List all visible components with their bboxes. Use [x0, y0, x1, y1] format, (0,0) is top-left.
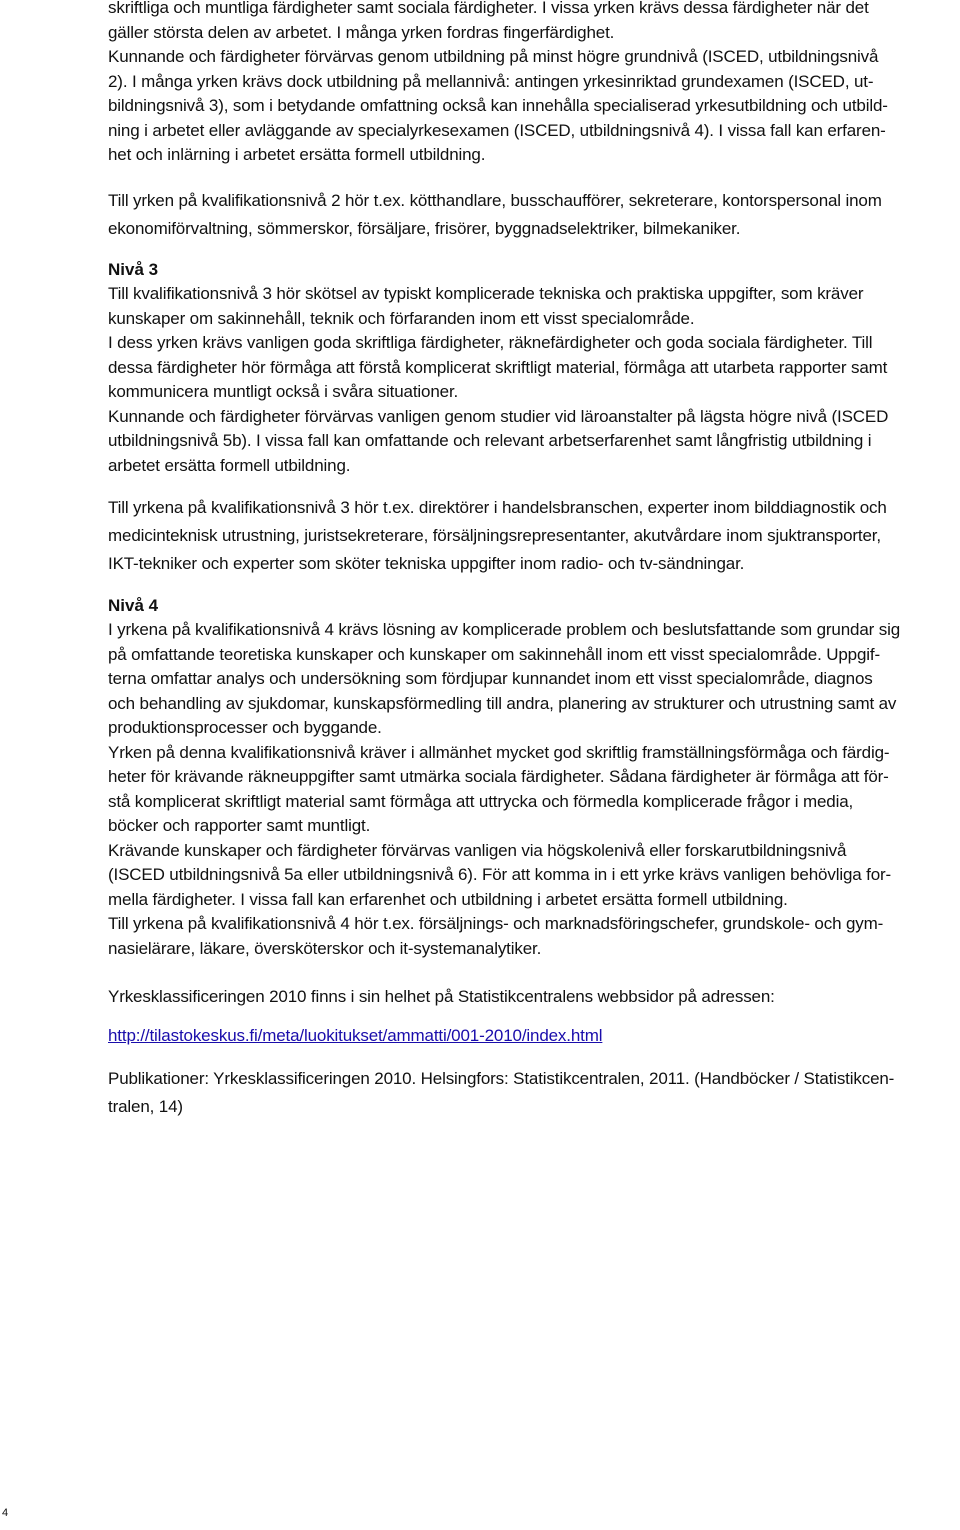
level4-line: böcker och rapporter samt muntligt.: [108, 816, 371, 835]
level2-examples: [108, 187, 958, 243]
intro-line: 2). I många yrken krävs dock utbildning på mellannivå: antingen yrkesinriktad grundexamen (ISCED, ut-: [108, 71, 874, 91]
level3-line: kommunicera muntligt också i svåra situationer.: [108, 382, 459, 401]
level4-line: produktionsprocesser och byggande.: [108, 718, 382, 737]
example-line: Till yrken på kvalifikationsnivå 2 hör t.ex. kötthandlare, busschaufförer, sekreterare, kontorspersonal inom: [108, 191, 882, 210]
level3-line: Till kvalifikationsnivå 3 hör skötsel av typiskt komplicerade tekniska och praktiska uppgifter, som kräver: [108, 284, 864, 303]
intro-line: bildningsnivå 3), som i betydande omfattning också kan innehålla specialiserad yrkesutbildning och utbild-: [108, 96, 888, 115]
level4-line: stå komplicerat skriftligt material samt förmåga att uttrycka och förmedla komplicerade frågor i media,: [108, 791, 854, 811]
page-number: 4: [2, 1507, 9, 1519]
intro-line: het och inlärning i arbetet ersätta formell utbildning.: [108, 145, 486, 164]
level3-examples: [108, 494, 958, 578]
level4-line: (ISCED utbildningsnivå 5a eller utbildningsnivå 6). För att komma in i ett yrke krävs vanligen behövliga for-: [108, 865, 892, 884]
level3-line: utbildningsnivå 5b). I vissa fall kan omfattande och relevant arbetserfarenhet samt långfristig utbildning i: [108, 431, 872, 450]
intro-line: Kunnande och färdigheter förvärvas genom utbildning på minst högre grundnivå (ISCED, utbildningsnivå: [108, 47, 879, 66]
intro-paragraph: [108, 0, 943, 168]
level4-line: Krävande kunskaper och färdigheter förvärvas vanligen via högskolenivå eller forskarutbildningsnivå: [108, 840, 847, 860]
publication-line: Publikationer: Yrkesklassificeringen 2010. Helsingfors: Statistikcentralen, 2011. (Handböcker / Statistikcen-: [108, 1069, 895, 1088]
level3-line: dessa färdigheter hör förmåga att förstå komplicerat skriftligt material, förmåga att utarbeta rapporter samt: [108, 357, 888, 377]
level4-line: och behandling av sjukdomar, kunskapsförmedling till andra, planering av strukturer och utrustning samt av: [108, 693, 897, 713]
level3-line: Kunnande och färdigheter förvärvas vanligen genom studier vid läroanstalter på lägsta högre nivå (ISCED: [108, 406, 889, 426]
level4-line: Till yrkena på kvalifikationsnivå 4 hör t.ex. försäljnings- och marknadsföringschefer, grundskole- och gym-: [108, 914, 884, 933]
example-line: IKT-tekniker och experter som sköter tekniska uppgifter inom radio- och tv-sändningar.: [108, 554, 745, 573]
classification-note: [108, 985, 956, 1010]
classification-link[interactable]: http://tilastokeskus.fi/meta/luokitukset/ammatti/001-2010/index.html: [108, 1026, 603, 1045]
level3-line: arbetet ersätta formell utbildning.: [108, 455, 351, 475]
level4-line: heter för krävande räkneuppgifter samt utmärka sociala färdigheter. Sådana färdigheter är förmåga att för-: [108, 767, 889, 786]
intro-line: ning i arbetet eller avläggande av specialyrkesexamen (ISCED, utbildningsnivå 4). I vissa fall kan erfaren-: [108, 120, 886, 140]
intro-line: skriftliga och muntliga färdigheter samt sociala färdigheter. I vissa yrken krävs dessa färdigheter när det: [108, 0, 869, 17]
example-line: Till yrkena på kvalifikationsnivå 3 hör t.ex. direktörer i handelsbranschen, experter inom bilddiagnostik och: [108, 498, 887, 517]
level4-line: mella färdigheter. I vissa fall kan erfarenhet och utbildning i arbetet ersätta formell utbildning.: [108, 889, 788, 909]
level4-line: på omfattande teoretiska kunskaper och kunskaper om sakinnehåll inom ett visst specialområde. Uppgif-: [108, 644, 880, 664]
level3-line: kunskaper om sakinnehåll, teknik och förfaranden inom ett visst specialområde.: [108, 308, 695, 328]
publication-note: [108, 1065, 960, 1121]
level4-heading: Nivå 4: [108, 596, 159, 615]
level4-line: I yrkena på kvalifikationsnivå 4 krävs lösning av komplicerade problem och beslutsfattande som grundar sig: [108, 620, 901, 639]
level3-heading: Nivå 3: [108, 260, 159, 279]
level4-line: Yrken på denna kvalifikationsnivå kräver i allmänhet mycket god skriftlig framställningsförmåga och färdig-: [108, 742, 890, 762]
level4-paragraph: [108, 618, 956, 961]
level4-line: terna omfattar analys och undersökning som fördjupar kunnandet inom ett visst specialområde, diagnos: [108, 669, 873, 688]
intro-line: gäller största delen av arbetet. I många yrken fordras fingerfärdighet.: [108, 22, 615, 42]
level3-paragraph: [108, 282, 956, 478]
example-line: medicinteknisk utrustning, juristsekreterare, försäljningsrepresentanter, akutvårdare inom sjuktransporter,: [108, 526, 881, 545]
classification-text: Yrkesklassificeringen 2010 finns i sin helhet på Statistikcentralens webbsidor på adressen:: [108, 987, 775, 1006]
level3-line: I dess yrken krävs vanligen goda skriftliga färdigheter, räknefärdigheter och goda sociala färdigheter. Till: [108, 333, 873, 352]
example-line: ekonomiförvaltning, sömmerskor, försäljare, frisörer, byggnadselektriker, bilmekaniker.: [108, 219, 741, 238]
publication-line: tralen, 14): [108, 1097, 183, 1116]
level4-line: nasielärare, läkare, översköterskor och it-systemanalytiker.: [108, 938, 542, 958]
